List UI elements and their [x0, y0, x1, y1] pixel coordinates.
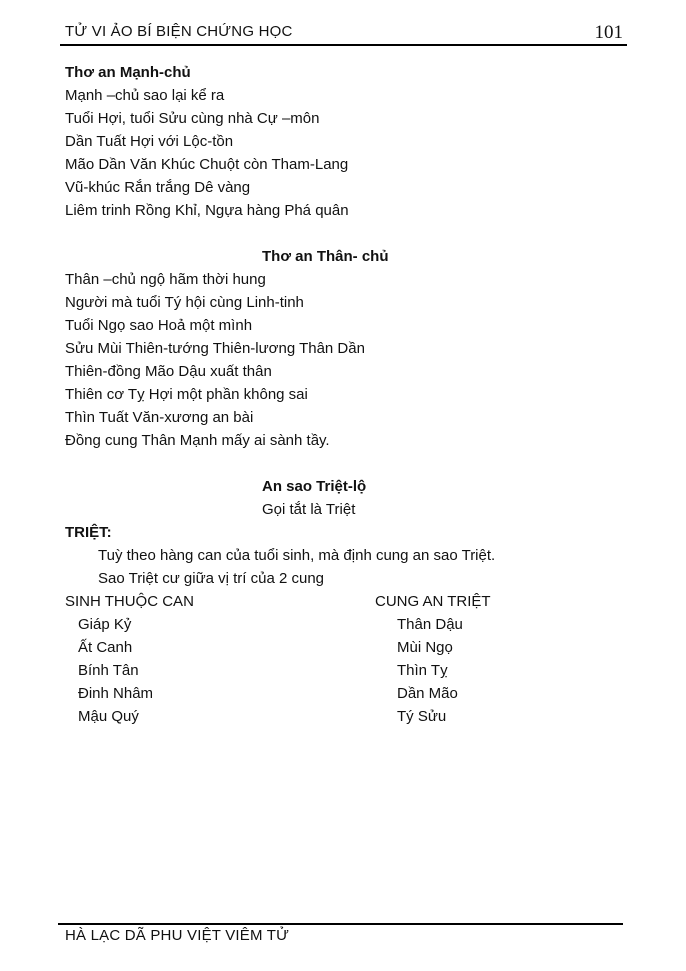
cell-cung: Thân Dậu [397, 616, 463, 633]
poem-line: Vũ-khúc Rắn trắng Dê vàng [65, 179, 251, 196]
triet-paragraph: Tuỳ theo hàng can của tuổi sinh, mà định cung an sao Triệt. [98, 547, 496, 564]
poem-manh-chu-title: Thơ an Mạnh-chủ [65, 64, 191, 81]
triet-section-heading: An sao Triệt-lộ [262, 478, 367, 495]
page-number: 101 [594, 22, 623, 43]
poem-line: Thiên-đồng Mão Dậu xuất thân [65, 363, 272, 380]
poem-line: Người mà tuổi Tý hội cùng Linh-tinh [65, 294, 304, 311]
page-footer [58, 923, 623, 945]
poem-line: Mạnh –chủ sao lại kể ra [65, 87, 225, 104]
cell-can: Giáp Kỷ [78, 616, 132, 633]
table-row [65, 682, 625, 705]
page-header [60, 23, 627, 46]
table-row [65, 613, 625, 636]
cell-can: Bính Tân [78, 662, 139, 679]
poem-line: Thân –chủ ngộ hãm thời hung [65, 271, 266, 288]
cell-cung: Thìn Tỵ [397, 662, 448, 679]
table-row [65, 659, 625, 682]
triet-section-subheading: Gọi tắt là Triệt [262, 501, 356, 518]
poem-line: Liêm trinh Rồng Khỉ, Ngựa hàng Phá quân [65, 202, 349, 219]
cell-can: Đinh Nhâm [78, 685, 154, 702]
triet-paragraph: Sao Triệt cư giữa vị trí của 2 cung [98, 570, 325, 587]
triet-table-header-row [65, 590, 625, 613]
poem-line: Thìn Tuất Văn-xương an bài [65, 409, 254, 426]
cell-cung: Tý Sửu [397, 708, 447, 725]
triet-table-body [65, 613, 625, 728]
cell-cung: Mùi Ngọ [397, 639, 453, 656]
column-header-cung-an-triet: CUNG AN TRIỆT [375, 593, 491, 610]
header-title: TỬ VI ẢO BÍ BIỆN CHỨNG HỌC [65, 23, 293, 40]
triet-label: TRIỆT: [65, 524, 112, 541]
poem-than-chu-title: Thơ an Thân- chủ [262, 248, 389, 265]
table-row [65, 705, 625, 728]
column-header-sinh-thuoc-can: SINH THUỘC CAN [65, 593, 194, 610]
cell-can: Ất Canh [78, 639, 133, 656]
table-row [65, 636, 625, 659]
page-content [65, 61, 625, 728]
poem-line: Mão Dần Văn Khúc Chuột còn Tham-Lang [65, 156, 349, 173]
poem-line: Tuổi Hợi, tuổi Sửu cùng nhà Cự –môn [65, 110, 320, 127]
poem-line: Đồng cung Thân Mạnh mấy ai sành tầy. [65, 432, 330, 449]
cell-cung: Dần Mão [397, 685, 458, 702]
poem-line: Sửu Mùi Thiên-tướng Thiên-lương Thân Dần [65, 340, 365, 357]
cell-can: Mậu Quý [78, 708, 139, 725]
footer-text: HÀ LẠC DÃ PHU VIỆT VIÊM TỬ [65, 927, 290, 944]
poem-line: Tuổi Ngọ sao Hoả một mình [65, 317, 253, 334]
poem-line: Thiên cơ Tỵ Hợi một phần không sai [65, 386, 308, 403]
poem-line: Dần Tuất Hợi với Lộc-tồn [65, 133, 234, 150]
